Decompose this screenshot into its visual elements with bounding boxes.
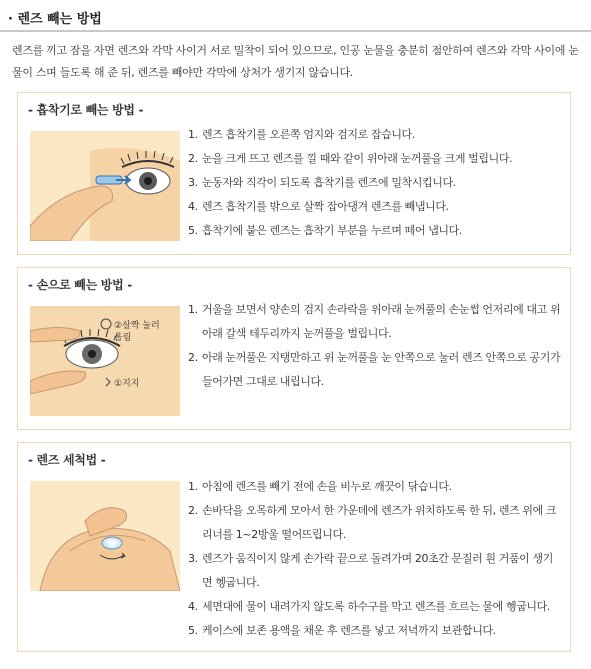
- hand-removal-illustration: [30, 306, 180, 416]
- section-title: - 렌즈 세척법 -: [28, 453, 106, 467]
- list-item: 2. 눈을 크게 뜨고 렌즈를 낄 때와 같이 위아래 눈꺼풀을 크게 벌립니다.: [188, 152, 513, 165]
- section-title: - 흡착기로 빼는 방법 -: [28, 103, 144, 117]
- section-hand-removal: [17, 267, 571, 430]
- list-item: 3. 렌즈가 움직이지 않게 손가락 끝으로 돌려가며 20초간 문질러 흰 거품이 생기면 헹굽니다.: [188, 552, 553, 589]
- illustration-label-press: ②살짝 눌러: [114, 321, 160, 331]
- intro-paragraph: 렌즈를 끼고 잠을 자면 렌즈와 각막 사이거 서로 밀착이 되어 있으므로, 인공 눈물을 충분히 점안하여 렌즈와 각막 사이에 눈물이 스며 들도록 해 준 뒤, 렌즈를 빼야만 각막에 상처가 생기지 않습니다.: [12, 44, 579, 79]
- title-divider: [0, 30, 591, 32]
- hand-steps-list: [188, 298, 563, 394]
- suction-removal-illustration: [30, 131, 180, 241]
- lens-cleaning-illustration: [30, 481, 180, 591]
- list-item: 4. 렌즈 흡착기를 밖으로 살짝 잡아댕겨 렌즈를 빼냅니다.: [188, 200, 449, 213]
- illustration-label-support: ①지지: [114, 379, 140, 389]
- list-item: 3. 눈동자와 직각이 되도록 흡착기를 렌즈에 밀착시킵니다.: [188, 176, 456, 189]
- list-item: 2. 아래 눈꺼풀은 지탱만하고 위 눈꺼풀을 눈 안쪽으로 눌러 렌즈 안쪽으로 공기가 들어가면 그대로 내립니다.: [188, 351, 561, 388]
- list-item: 2. 손바닥을 오목하게 모아서 한 가운데에 렌즈가 위치하도록 한 뒤, 렌즈 위에 크리너를 1~2방울 떨어뜨립니다.: [188, 504, 557, 541]
- list-item: 4. 세면대에 물이 내려가지 않도록 하수구를 막고 렌즈를 흐르는 물에 헹굽니다.: [188, 600, 550, 613]
- list-item: 5. 케이스에 보존 용액을 채운 후 렌즈를 넣고 저녁까지 보관합니다.: [188, 624, 496, 637]
- section-title: - 손으로 빼는 방법 -: [28, 278, 132, 292]
- section-suction-removal: [17, 92, 571, 255]
- illustration-label-lift: 올림: [114, 333, 132, 343]
- section-lens-cleaning: [17, 442, 571, 652]
- list-item: 1. 거울을 보면서 양손의 검지 손라락을 위아래 눈꺼풀의 손눈썹 언저리에 대고 위아래 갈색 테두리까지 눈꺼풀을 벌립니다.: [188, 303, 561, 340]
- page-title: · 렌즈 빼는 방법: [8, 12, 102, 27]
- cleaning-steps-list: [188, 475, 563, 643]
- list-item: 5. 흡착기에 붙은 렌즈는 흡착기 부분을 누르며 떼어 냅니다.: [188, 224, 462, 237]
- list-item: 1. 아침에 렌즈를 빼기 전에 손을 비누로 깨끗이 닦습니다.: [188, 480, 452, 493]
- suction-steps-list: [188, 123, 563, 243]
- list-item: 1. 렌즈 흡착기를 오른쪽 엄지와 검지로 잡습니다.: [188, 128, 415, 141]
